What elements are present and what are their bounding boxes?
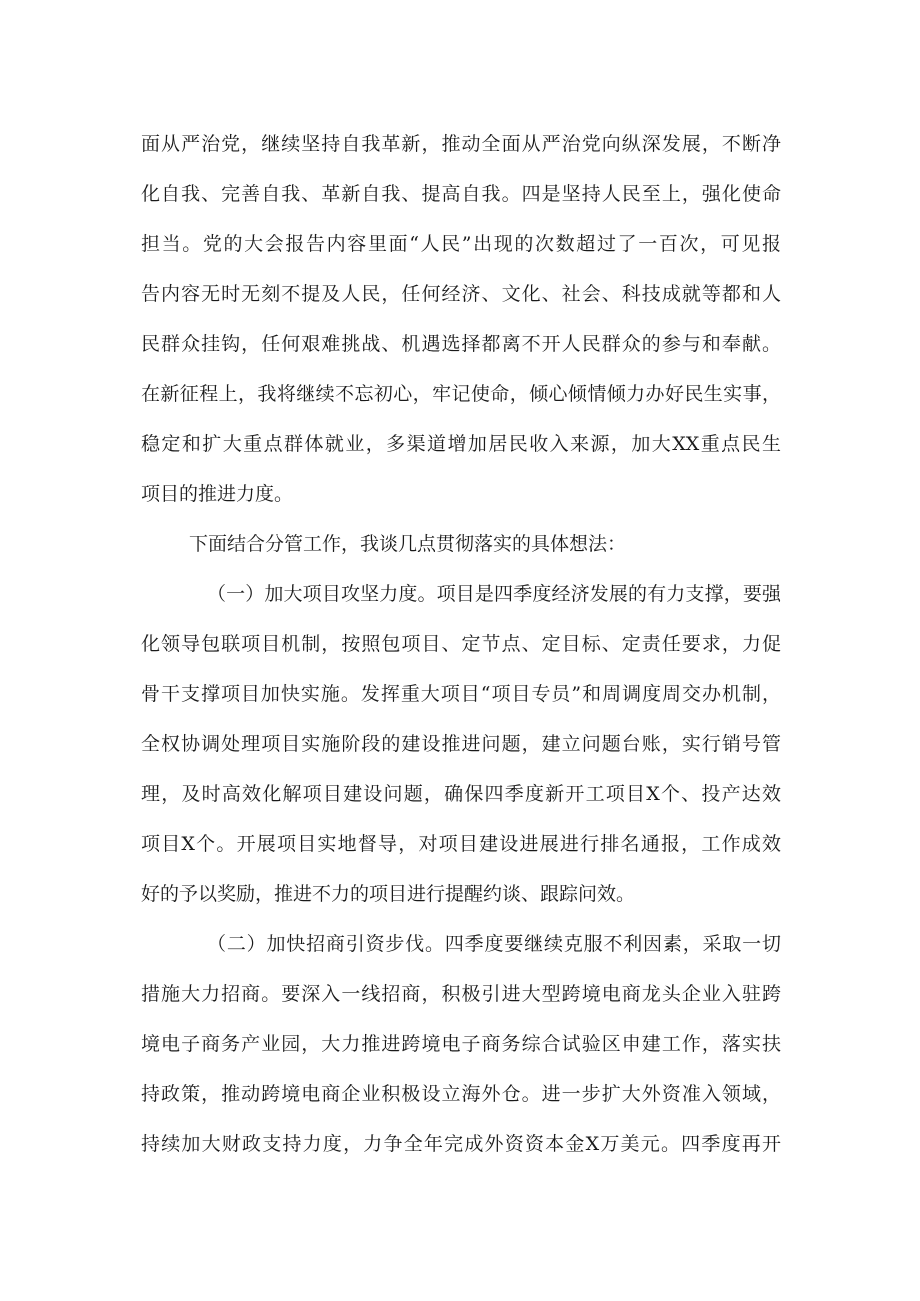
body-text-line: 好的予以奖励，推进不力的项目进行提醒约谈、跟踪问效。	[141, 883, 636, 905]
body-text-line: 骨干支撑项目加快实施。发挥重大项目“项目专员”和周调度周交办机制，	[141, 683, 781, 705]
body-text-line: 措施大力招商。要深入一线招商，积极引进大型跨境电商龙头企业入驻跨	[141, 983, 781, 1005]
body-text-line: 持政策，推动跨境电商企业积极设立海外仓。进一步扩大外资准入领域，	[141, 1083, 781, 1105]
body-text-line: 理，及时高效化解项目建设问题，确保四季度新开工项目X个、投产达效	[141, 783, 781, 805]
body-text-line: 项目X个。开展项目实地督导，对项目建设进展进行排名通报，工作成效	[141, 833, 781, 855]
body-text-line: 项目的推进力度。	[141, 483, 294, 505]
body-text-line: 担当。党的大会报告内容里面“人民”出现的次数超过了一百次，可见报	[141, 233, 781, 255]
body-text-line: 全权协调处理项目实施阶段的建设推进问题，建立问题台账，实行销号管	[141, 733, 781, 755]
body-text-line: 稳定和扩大重点群体就业，多渠道增加居民收入来源，加大XX重点民生	[141, 433, 781, 455]
section-heading-line: （二）加快招商引资步伐。四季度要继续克服不利因素，采取一切	[207, 933, 781, 955]
body-text-line: 在新征程上，我将继续不忘初心，牢记使命，倾心倾情倾力办好民生实事，	[141, 383, 781, 405]
body-text-line: 民群众挂钩，任何艰难挑战、机遇选择都离不开人民群众的参与和奉献。	[141, 333, 781, 355]
body-text-line: 持续加大财政支持力度，力争全年完成外资资本金X万美元。四季度再开	[141, 1133, 781, 1155]
body-text-line: 化自我、完善自我、革新自我、提高自我。四是坚持人民至上，强化使命	[141, 183, 781, 205]
section-intro-line: 下面结合分管工作，我谈几点贯彻落实的具体想法：	[189, 533, 627, 555]
body-text-line: 面从严治党，继续坚持自我革新，推动全面从严治党向纵深发展，不断净	[141, 133, 781, 155]
body-text-line: 告内容无时无刻不提及人民，任何经济、文化、社会、科技成就等都和人	[141, 283, 781, 305]
body-text-line: 境电子商务产业园，大力推进跨境电子商务综合试验区申建工作，落实扶	[141, 1033, 781, 1055]
body-text-line: 化领导包联项目机制，按照包项目、定节点、定目标、定责任要求，力促	[141, 633, 781, 655]
section-heading-line: （一）加大项目攻坚力度。项目是四季度经济发展的有力支撑，要强	[207, 583, 781, 605]
